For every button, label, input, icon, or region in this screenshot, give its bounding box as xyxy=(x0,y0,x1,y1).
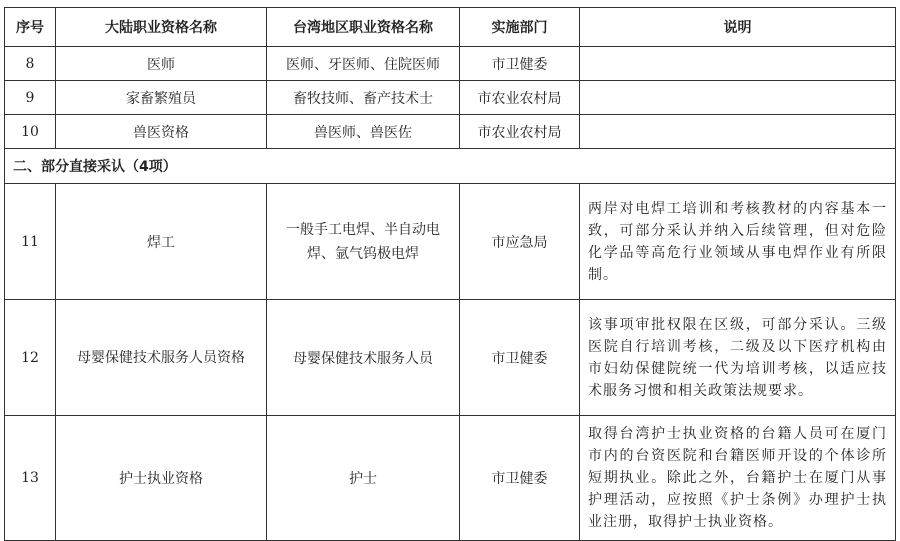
cell-note xyxy=(580,81,896,115)
cell-no: 8 xyxy=(5,47,56,81)
header-no: 序号 xyxy=(5,8,56,47)
cell-note: 两岸对电焊工培训和考核教材的内容基本一致，可部分采认并纳入后续管理，但对危险化学品等高危行业领域从事电焊作业有所限制。 xyxy=(580,184,896,300)
cell-note: 取得台湾护士执业资格的台籍人员可在厦门市内的台资医院和台籍医师开设的个体诊所短期执业。除此之外，台籍护士在厦门从事护理活动，应按照《护士条例》办理护士执业注册，取得护士执业资格。 xyxy=(580,416,896,541)
cell-no: 10 xyxy=(5,115,56,149)
cell-mainland: 兽医资格 xyxy=(56,115,267,149)
table-header-row xyxy=(5,8,896,47)
table-row xyxy=(5,184,896,300)
cell-mainland: 母婴保健技术服务人员资格 xyxy=(56,300,267,416)
cell-note xyxy=(580,115,896,149)
cell-taiwan: 一般手工电焊、半自动电焊、氩气钨极电焊 xyxy=(267,184,460,300)
cell-mainland: 护士执业资格 xyxy=(56,416,267,541)
table-row xyxy=(5,115,896,149)
qualification-table xyxy=(4,7,896,541)
cell-dept: 市卫健委 xyxy=(460,47,580,81)
cell-taiwan: 医师、牙医师、住院医师 xyxy=(267,47,460,81)
cell-dept: 市农业农村局 xyxy=(460,81,580,115)
header-dept: 实施部门 xyxy=(460,8,580,47)
cell-dept: 市卫健委 xyxy=(460,300,580,416)
cell-dept: 市应急局 xyxy=(460,184,580,300)
section-title: 二、部分直接采认（4项） xyxy=(5,149,896,184)
section-row xyxy=(5,149,896,184)
cell-mainland: 医师 xyxy=(56,47,267,81)
cell-mainland: 家畜繁殖员 xyxy=(56,81,267,115)
header-taiwan-name: 台湾地区职业资格名称 xyxy=(267,8,460,47)
cell-no: 13 xyxy=(5,416,56,541)
cell-no: 9 xyxy=(5,81,56,115)
cell-note xyxy=(580,47,896,81)
cell-dept: 市卫健委 xyxy=(460,416,580,541)
cell-taiwan: 护士 xyxy=(267,416,460,541)
cell-taiwan: 母婴保健技术服务人员 xyxy=(267,300,460,416)
cell-no: 11 xyxy=(5,184,56,300)
cell-dept: 市农业农村局 xyxy=(460,115,580,149)
cell-taiwan: 畜牧技师、畜产技术士 xyxy=(267,81,460,115)
header-note: 说明 xyxy=(580,8,896,47)
cell-note: 该事项审批权限在区级，可部分采认。三级医院自行培训考核，二级及以下医疗机构由市妇幼保健院统一代为培训考核，以适应技术服务习惯和相关政策法规要求。 xyxy=(580,300,896,416)
header-mainland-name: 大陆职业资格名称 xyxy=(56,8,267,47)
cell-no: 12 xyxy=(5,300,56,416)
table-row xyxy=(5,300,896,416)
table-row xyxy=(5,81,896,115)
table-row xyxy=(5,416,896,541)
table-row xyxy=(5,47,896,81)
qualification-table-wrapper xyxy=(4,7,896,541)
cell-taiwan: 兽医师、兽医佐 xyxy=(267,115,460,149)
cell-mainland: 焊工 xyxy=(56,184,267,300)
